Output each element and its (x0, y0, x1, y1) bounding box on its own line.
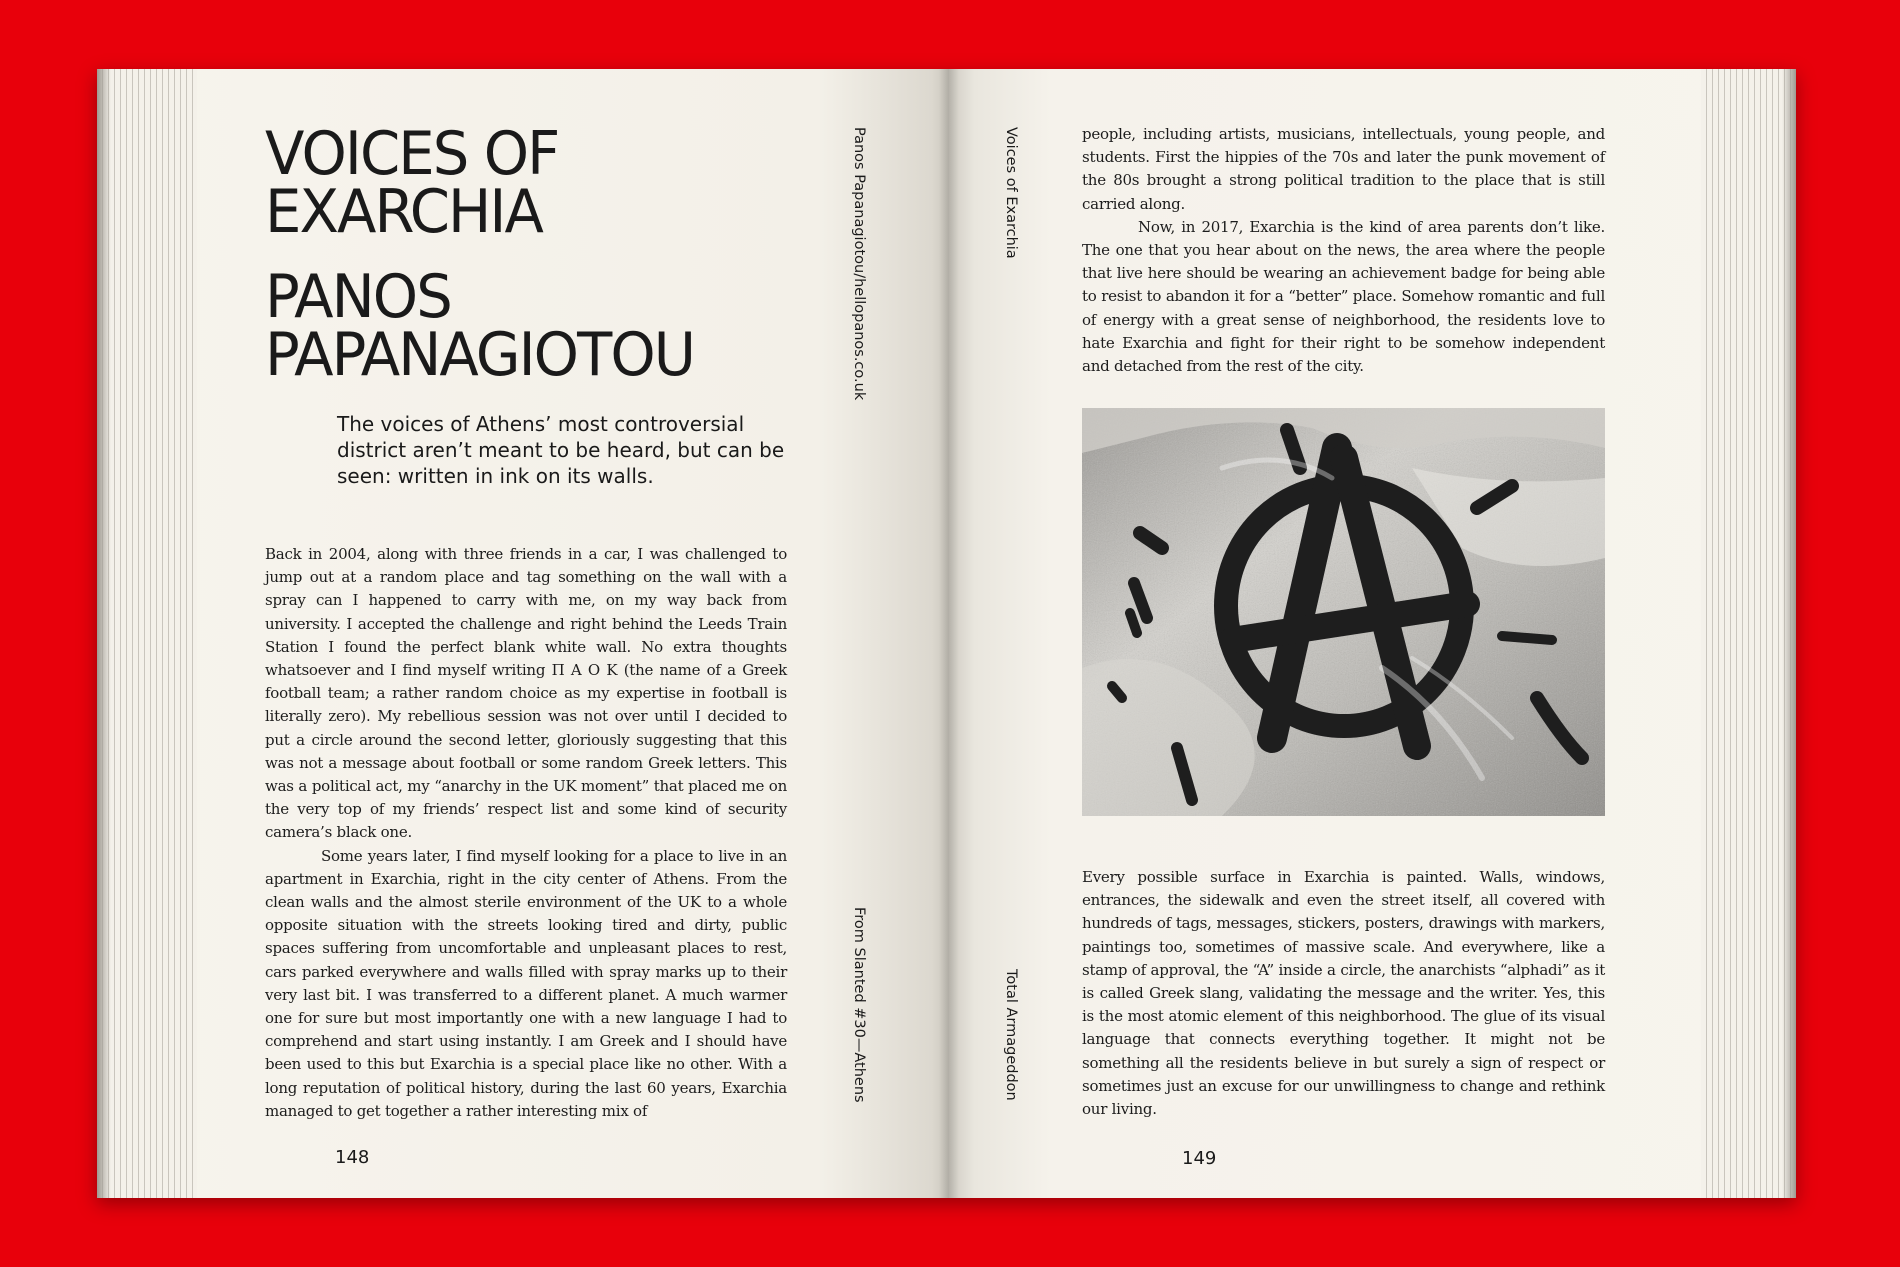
anarchy-circle-a-icon (1082, 408, 1605, 816)
page-number-right: 149 (1182, 1148, 1217, 1169)
book-gutter (939, 69, 959, 1198)
paragraph: Every possible surface in Exarchia is painted. Walls, windows, entrances, the sidewalk and even the street itself, all covered with hundreds of tags, messages, stickers, posters, drawings with markers, paintings too, sometimes of massive scale. And everywhere, like a stamp of approval, the “A” inside a circle, the anarchists “alphadi” as it is called Greek slang, validating the message and the writer. Yes, this is the most atomic element of this neighborhood. The glue of its visual language that connects everything together. It might not be something all the residents believe in but surely a sign of respect or sometimes just an excuse for our unwillingness to change and rethink our living. (1082, 868, 1605, 1119)
open-book (97, 69, 1796, 1198)
page-number-left: 148 (335, 1147, 370, 1168)
page-edge-stack-left (97, 69, 197, 1198)
anarchy-graffiti-photo (1082, 408, 1605, 816)
author-line: PAPANAGIOTOU (265, 320, 694, 390)
title-line: EXARCHIA (265, 177, 542, 247)
author-name (265, 262, 694, 390)
right-page (949, 69, 1796, 1198)
side-label-section: Voices of Exarchia (1003, 127, 1019, 259)
side-label-chapter: Total Armageddon (1003, 969, 1019, 1101)
article-title (265, 119, 559, 247)
body-text-left (265, 543, 787, 1123)
paragraph: Back in 2004, along with three friends in a car, I was challenged to jump out at a random place and tag something on the wall with a spray can I happened to carry with me, on my way back from university. I accepted the challenge and right behind the Leeds Train Station I found the perfect blank white wall. No extra thoughts whatsoever and I find myself writing Π Α Ο Κ (the name of a Greek football team; a rather random choice as my expertise in football is literally zero). My rebellious session was not over until I decided to put a circle around the second letter, gloriously suggesting that this was not a message about football or some random Greek letters. This was a political act, my “anarchy in the UK moment” that placed me on the very top of my friends’ respect list and some kind of security camera’s black one. (265, 545, 787, 842)
title-line: VOICES OF (265, 119, 559, 189)
paragraph: Now, in 2017, Exarchia is the kind of area parents don’t like. The one that you hear about on the news, the area where the people that live here should be wearing an achievement badge for being able to resist to abandon it for a “better” place. Somehow romantic and full of energy with a great sense of neighborhood, the residents love to hate Exarchia and fight for their right to be somehow independent and detached from the rest of the city. (1082, 217, 1605, 376)
lead-paragraph: The voices of Athens’ most controversial district aren’t meant to be heard, but can be seen: written in ink on its walls. (337, 412, 785, 488)
left-page (97, 69, 949, 1198)
author-line: PANOS (265, 262, 451, 332)
page-edge-shadow-right (1782, 69, 1796, 1198)
side-label-source: From Slanted #30—Athens (851, 907, 867, 1103)
side-label-author-site: Panos Papanagiotou/hellopanos.co.uk (851, 127, 867, 401)
page-edge-shadow-left (97, 69, 111, 1198)
body-text-right-bottom (1082, 866, 1605, 1121)
paragraph: Some years later, I find myself looking for a place to live in an apartment in Exarchia, right in the city center of Athens. From the clean walls and the almost sterile environment of the UK to a whole opposite situation with the streets looking tired and dirty, public spaces suffering from uncomfortable and unpleasant places to rest, cars parked everywhere and walls filled with spray marks up to their very last bit. I was transferred to a different planet. A much warmer one for sure but most importantly one with a new language I had to comprehend and start using instantly. I am Greek and I should have been used to this but Exarchia is a special place like no other. With a long reputation of political history, during the last 60 years, Exarchia managed to get together a rather interesting mix of (265, 846, 787, 1120)
paragraph: people, including artists, musicians, intellectuals, young people, and students. First the hippies of the 70s and later the punk movement of the 80s brought a strong political tradition to the place that is still carried along. (1082, 125, 1605, 213)
body-text-right-top (1082, 123, 1605, 378)
